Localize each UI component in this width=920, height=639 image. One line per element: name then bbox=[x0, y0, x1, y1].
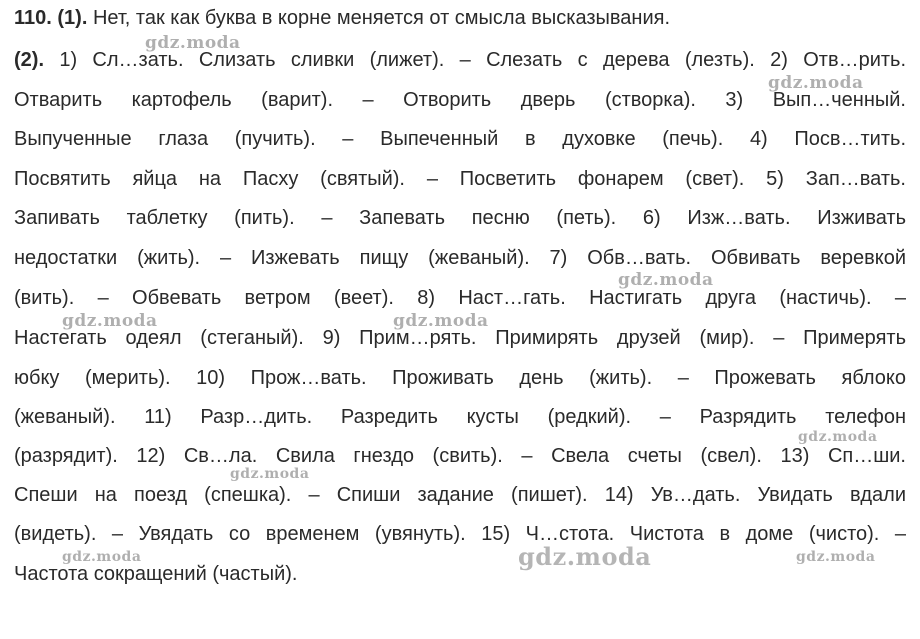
text-line-3 bbox=[14, 125, 906, 153]
text-line-12 bbox=[14, 481, 906, 509]
line-text: Спеши на поезд (спешка). – Спиши задание (пишет). 14) Ув…дать. Увидать вдали bbox=[14, 484, 906, 506]
line-text: (видеть). – Увядать со временем (увянуть). 15) Ч…стота. Чистота в доме (чисто). – bbox=[14, 523, 906, 545]
line-text: Отварить картофель (варит). – Отворить дверь (створка). 3) Вып…ченный. bbox=[14, 89, 906, 111]
line-text: недостатки (жить). – Изжевать пищу (жеваный). 7) Обв…вать. Обвивать веревкой bbox=[14, 247, 906, 269]
watermark: gdz.moda bbox=[62, 549, 142, 565]
text-line-10 bbox=[14, 403, 906, 431]
watermark: gdz.moda bbox=[618, 270, 714, 290]
heading-line bbox=[14, 4, 906, 32]
part2-label: (2). bbox=[14, 49, 44, 71]
text-line-13 bbox=[14, 520, 906, 548]
line-text: (вить). – Обвевать ветром (веет). 8) Наст…гать. Настигать друга (настичь). – bbox=[14, 287, 906, 309]
text-line-5 bbox=[14, 204, 906, 232]
watermark: gdz.moda bbox=[796, 549, 876, 565]
text-line-6 bbox=[14, 244, 906, 272]
line-text: юбку (мерить). 10) Прож…вать. Проживать день (жить). – Прожевать яблоко bbox=[14, 367, 906, 389]
watermark: gdz.moda bbox=[393, 311, 489, 331]
part1-label: (1). bbox=[57, 7, 88, 29]
line-text: Запивать таблетку (пить). – Запевать песню (петь). 6) Изж…вать. Изживать bbox=[14, 207, 906, 229]
exercise-number: 110. bbox=[14, 7, 52, 29]
line-text: Выпученные глаза (пучить). – Выпеченный в духовке (печь). 4) Посв…тить. bbox=[14, 128, 906, 150]
line-text: Настегать одеял (стеганый). 9) Прим…рять. Примирять друзей (мир). – Примерять bbox=[14, 327, 906, 349]
line-text: 1) Сл…зать. Слизать сливки (лижет). – Слезать с дерева (лезть). 2) Отв…рить. bbox=[44, 49, 906, 71]
watermark: gdz.moda bbox=[145, 33, 241, 53]
text-line-14 bbox=[14, 560, 906, 588]
watermark: gdz.moda bbox=[768, 73, 864, 93]
text-line-11 bbox=[14, 442, 906, 470]
line-text: Частота сокращений (частый). bbox=[14, 563, 298, 585]
watermark: gdz.moda bbox=[230, 466, 310, 482]
line-text: (жеваный). 11) Разр…дить. Разредить кусты (редкий). – Разрядить телефон bbox=[14, 406, 906, 428]
text-line-4 bbox=[14, 165, 906, 193]
line-text: Посвятить яйца на Пасху (святый). – Посветить фонарем (свет). 5) Зап…вать. bbox=[14, 168, 906, 190]
text-line-7 bbox=[14, 284, 906, 312]
watermark: gdz.moda bbox=[518, 542, 652, 571]
text-line-9 bbox=[14, 364, 906, 392]
part1-text: Нет, так как буква в корне меняется от смысла высказывания. bbox=[92, 7, 671, 29]
line-text: (разрядит). 12) Св…ла. Свила гнездо (свить). – Свела счеты (свел). 13) Сп…ши. bbox=[14, 445, 906, 467]
watermark: gdz.moda bbox=[798, 429, 878, 445]
watermark: gdz.moda bbox=[62, 311, 158, 331]
